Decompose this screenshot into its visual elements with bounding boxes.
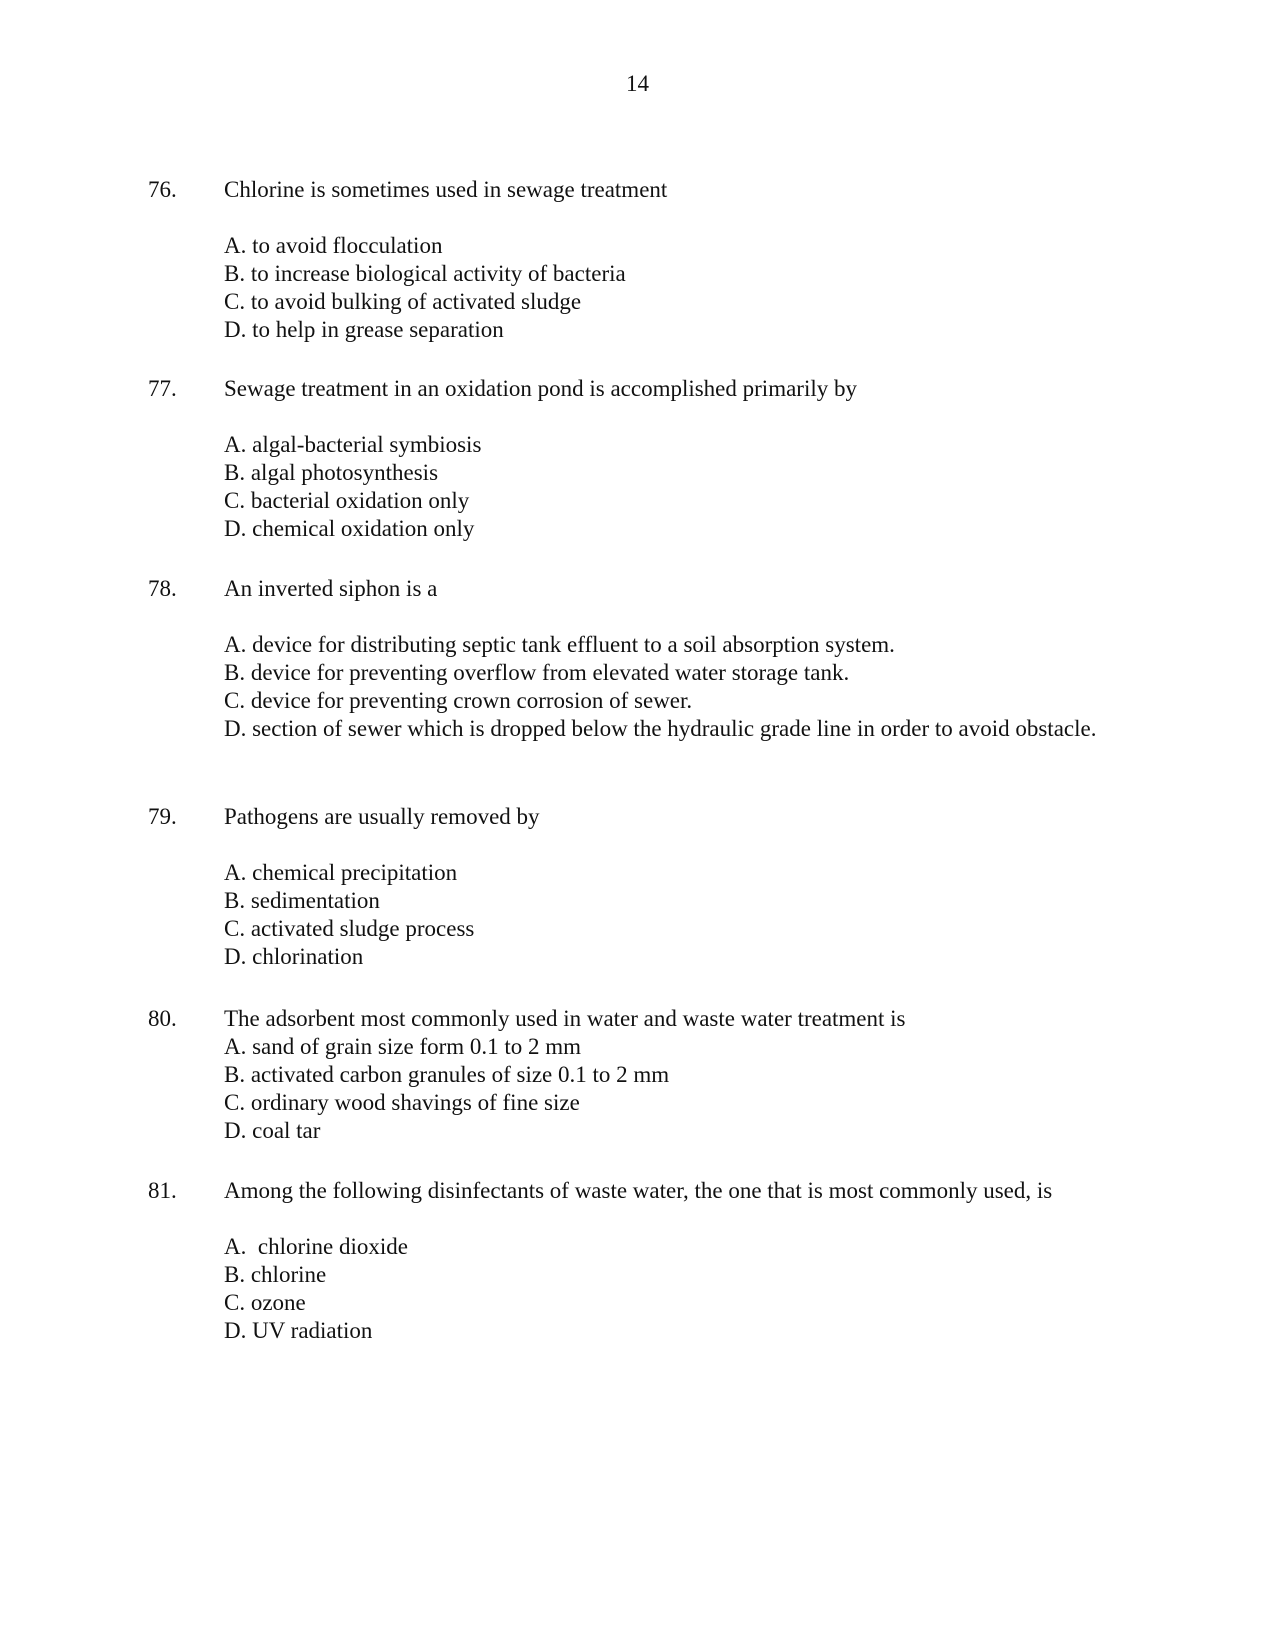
option-b: B. activated carbon granules of size 0.1 to 2 mm [224, 1062, 670, 1087]
option-a: A. chemical precipitation [224, 860, 458, 885]
question-text: Pathogens are usually removed by [224, 804, 540, 829]
question-number: 80. [148, 1006, 177, 1031]
option-b: B. device for preventing overflow from elevated water storage tank. [224, 660, 850, 685]
option-a: A. algal-bacterial symbiosis [224, 432, 482, 457]
option-d: D. UV radiation [224, 1318, 373, 1343]
option-d: D. chemical oxidation only [224, 516, 475, 541]
option-c: C. activated sludge process [224, 916, 475, 941]
option-b: B. to increase biological activity of bacteria [224, 261, 626, 286]
question-80 [148, 1005, 1133, 1145]
page-number: 14 [626, 71, 649, 96]
option-c: C. device for preventing crown corrosion of sewer. [224, 688, 693, 713]
question-number: 81. [148, 1178, 177, 1203]
option-b: B. sedimentation [224, 888, 380, 913]
option-list [224, 1033, 1133, 1145]
option-list [224, 859, 1133, 971]
option-list [224, 631, 1133, 743]
option-c: C. ordinary wood shavings of fine size [224, 1090, 580, 1115]
question-text: Among the following disinfectants of waste water, the one that is most commonly used, is [224, 1178, 1053, 1203]
option-d: D. chlorination [224, 944, 364, 969]
question-number: 77. [148, 376, 177, 401]
option-b: B. chlorine [224, 1262, 327, 1287]
option-c: C. bacterial oxidation only [224, 488, 470, 513]
question-text: An inverted siphon is a [224, 576, 438, 601]
option-list [224, 232, 1133, 344]
question-number: 78. [148, 576, 177, 601]
option-a: A. sand of grain size form 0.1 to 2 mm [224, 1034, 582, 1059]
question-number: 79. [148, 804, 177, 829]
option-list [224, 431, 1133, 543]
question-number: 76. [148, 177, 177, 202]
question-text: Sewage treatment in an oxidation pond is accomplished primarily by [224, 376, 857, 401]
question-76 [148, 176, 1133, 344]
option-c: C. to avoid bulking of activated sludge [224, 289, 582, 314]
option-d: D. section of sewer which is dropped below the hydraulic grade line in order to avoid obstacle. [224, 716, 1097, 741]
option-d: D. to help in grease separation [224, 317, 504, 342]
option-b: B. algal photosynthesis [224, 460, 439, 485]
question-text: Chlorine is sometimes used in sewage treatment [224, 177, 668, 202]
question-78 [148, 575, 1133, 743]
question-81 [148, 1177, 1133, 1345]
question-text: The adsorbent most commonly used in water and waste water treatment is [224, 1006, 906, 1031]
option-a: A. chlorine dioxide [224, 1234, 408, 1259]
option-a: A. to avoid flocculation [224, 233, 443, 258]
option-c: C. ozone [224, 1290, 306, 1315]
option-a: A. device for distributing septic tank effluent to a soil absorption system. [224, 632, 895, 657]
question-79 [148, 803, 1133, 971]
option-d: D. coal tar [224, 1118, 321, 1143]
question-77 [148, 375, 1133, 543]
option-list [224, 1233, 1133, 1345]
